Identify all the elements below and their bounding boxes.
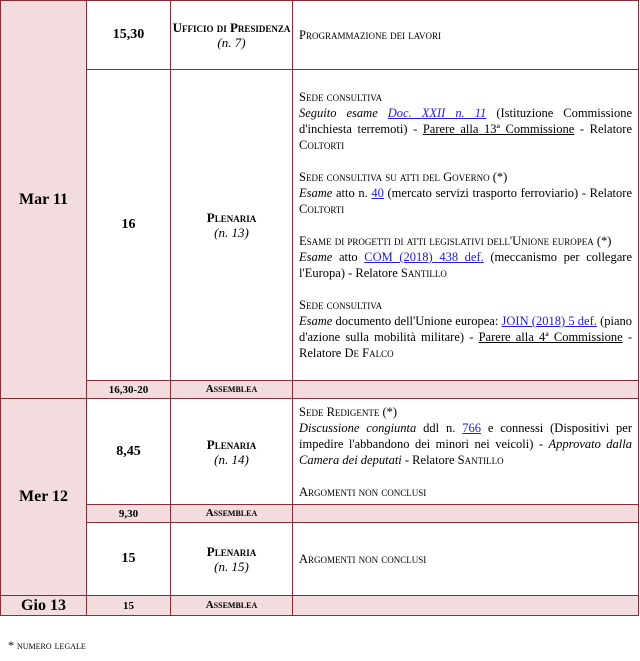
session-name: Ufficio di Presidenza [172, 20, 291, 35]
agenda-cell [293, 381, 639, 399]
session-cell [171, 399, 293, 505]
agenda-item: Sede consultiva Seguito esame Doc. XXII n. 11 (Istituzione Commissione d'inchiesta terremoti) - Parere alla 13ª Commissione - Relatore Coltorti [299, 90, 633, 152]
time-cell: 16,30-20 [87, 381, 171, 399]
document-link[interactable]: 766 [462, 420, 481, 435]
agenda-heading: Esame di progetti di atti legislativi dell'Unione europea (*) [299, 234, 612, 248]
agenda-cell: Programmazione dei lavori [293, 1, 639, 70]
session-cell [171, 381, 293, 399]
rapporteur: Santillo [400, 266, 447, 280]
agenda-item: Sede consultiva su atti del Governo (*) Esame atto n. 40 (mercato servizi trasporto ferroviario) - Relatore Coltorti [299, 170, 632, 216]
footnote: * numero legale [8, 638, 86, 652]
table-row [1, 399, 639, 505]
agenda-cell: Argomenti non conclusi [293, 523, 639, 596]
agenda-cell [293, 399, 639, 505]
session-name: Plenaria [206, 210, 257, 225]
agenda-heading: Sede consultiva [299, 298, 383, 312]
agenda-item: Argomenti non conclusi [299, 484, 427, 499]
agenda-heading: Sede consultiva [299, 90, 383, 104]
session-number: (n. 7) [217, 35, 246, 50]
agenda-item: Sede Redigente (*) Discussione congiunta ddl n. 766 e connessi (Dispositivi per impedire l'abbandono dei minori nei veicoli) - Approvato dalla Camera dei deputati - Relatore Santillo [299, 404, 633, 467]
rapporteur: Coltorti [299, 202, 345, 216]
document-link[interactable]: 40 [371, 186, 384, 200]
time-cell: 15 [87, 523, 171, 596]
day-cell-mar: Mar 11 [1, 1, 87, 399]
time-cell: 15 [87, 596, 171, 616]
rapporteur: Coltorti [299, 138, 345, 152]
document-link[interactable]: COM (2018) 438 def. [364, 250, 484, 264]
table-row [1, 381, 639, 399]
time-cell: 15,30 [87, 1, 171, 70]
agenda-heading: Sede Redigente (*) [299, 404, 398, 419]
day-cell-mer: Mer 12 [1, 399, 87, 596]
rapporteur: De Falco [344, 346, 394, 360]
session-name: Assemblea [205, 383, 258, 395]
session-number: (n. 14) [214, 451, 249, 467]
agenda-cell [293, 596, 639, 616]
session-cell [171, 505, 293, 523]
session-name: Assemblea [205, 599, 258, 611]
time-cell: 16 [87, 70, 171, 381]
agenda-cell [293, 70, 639, 381]
agenda-cell [293, 505, 639, 523]
session-number: (n. 15) [214, 559, 249, 574]
document-link[interactable]: JOIN (2018) 5 def. [501, 314, 597, 328]
agenda-item: Sede consultiva Esame documento dell'Unione europea: JOIN (2018) 5 def. (piano d'azione sulla mobilità militare) - Parere alla 4ª Commissione - Relatore De Falco [299, 298, 633, 360]
session-cell [171, 70, 293, 381]
session-cell [171, 596, 293, 616]
table-row [1, 505, 639, 523]
day-cell-gio: Gio 13 [1, 596, 87, 616]
session-cell [171, 1, 293, 70]
agenda-item: Esame di progetti di atti legislativi dell'Unione europea (*) Esame atto COM (2018) 438 def. (meccanismo per collegare l'Europa) - Relatore Santillo [299, 234, 632, 280]
table-row [1, 523, 639, 596]
document-link[interactable]: Doc. XXII n. 11 [387, 106, 487, 120]
table-row [1, 596, 639, 616]
session-name: Plenaria [206, 436, 257, 452]
rapporteur: Santillo [457, 452, 504, 467]
agenda-heading: Sede consultiva su atti del Governo (*) [299, 170, 508, 184]
session-cell [171, 523, 293, 596]
table-row [1, 70, 639, 381]
session-name: Plenaria [206, 544, 257, 559]
time-cell: 8,45 [87, 399, 171, 505]
table-row [1, 1, 639, 70]
parere-link: Parere alla 13ª Commissione [422, 122, 575, 136]
session-name: Assemblea [205, 507, 258, 519]
session-number: (n. 13) [214, 225, 249, 240]
parere-link: Parere alla 4ª Commissione [478, 330, 623, 344]
time-cell: 9,30 [87, 505, 171, 523]
